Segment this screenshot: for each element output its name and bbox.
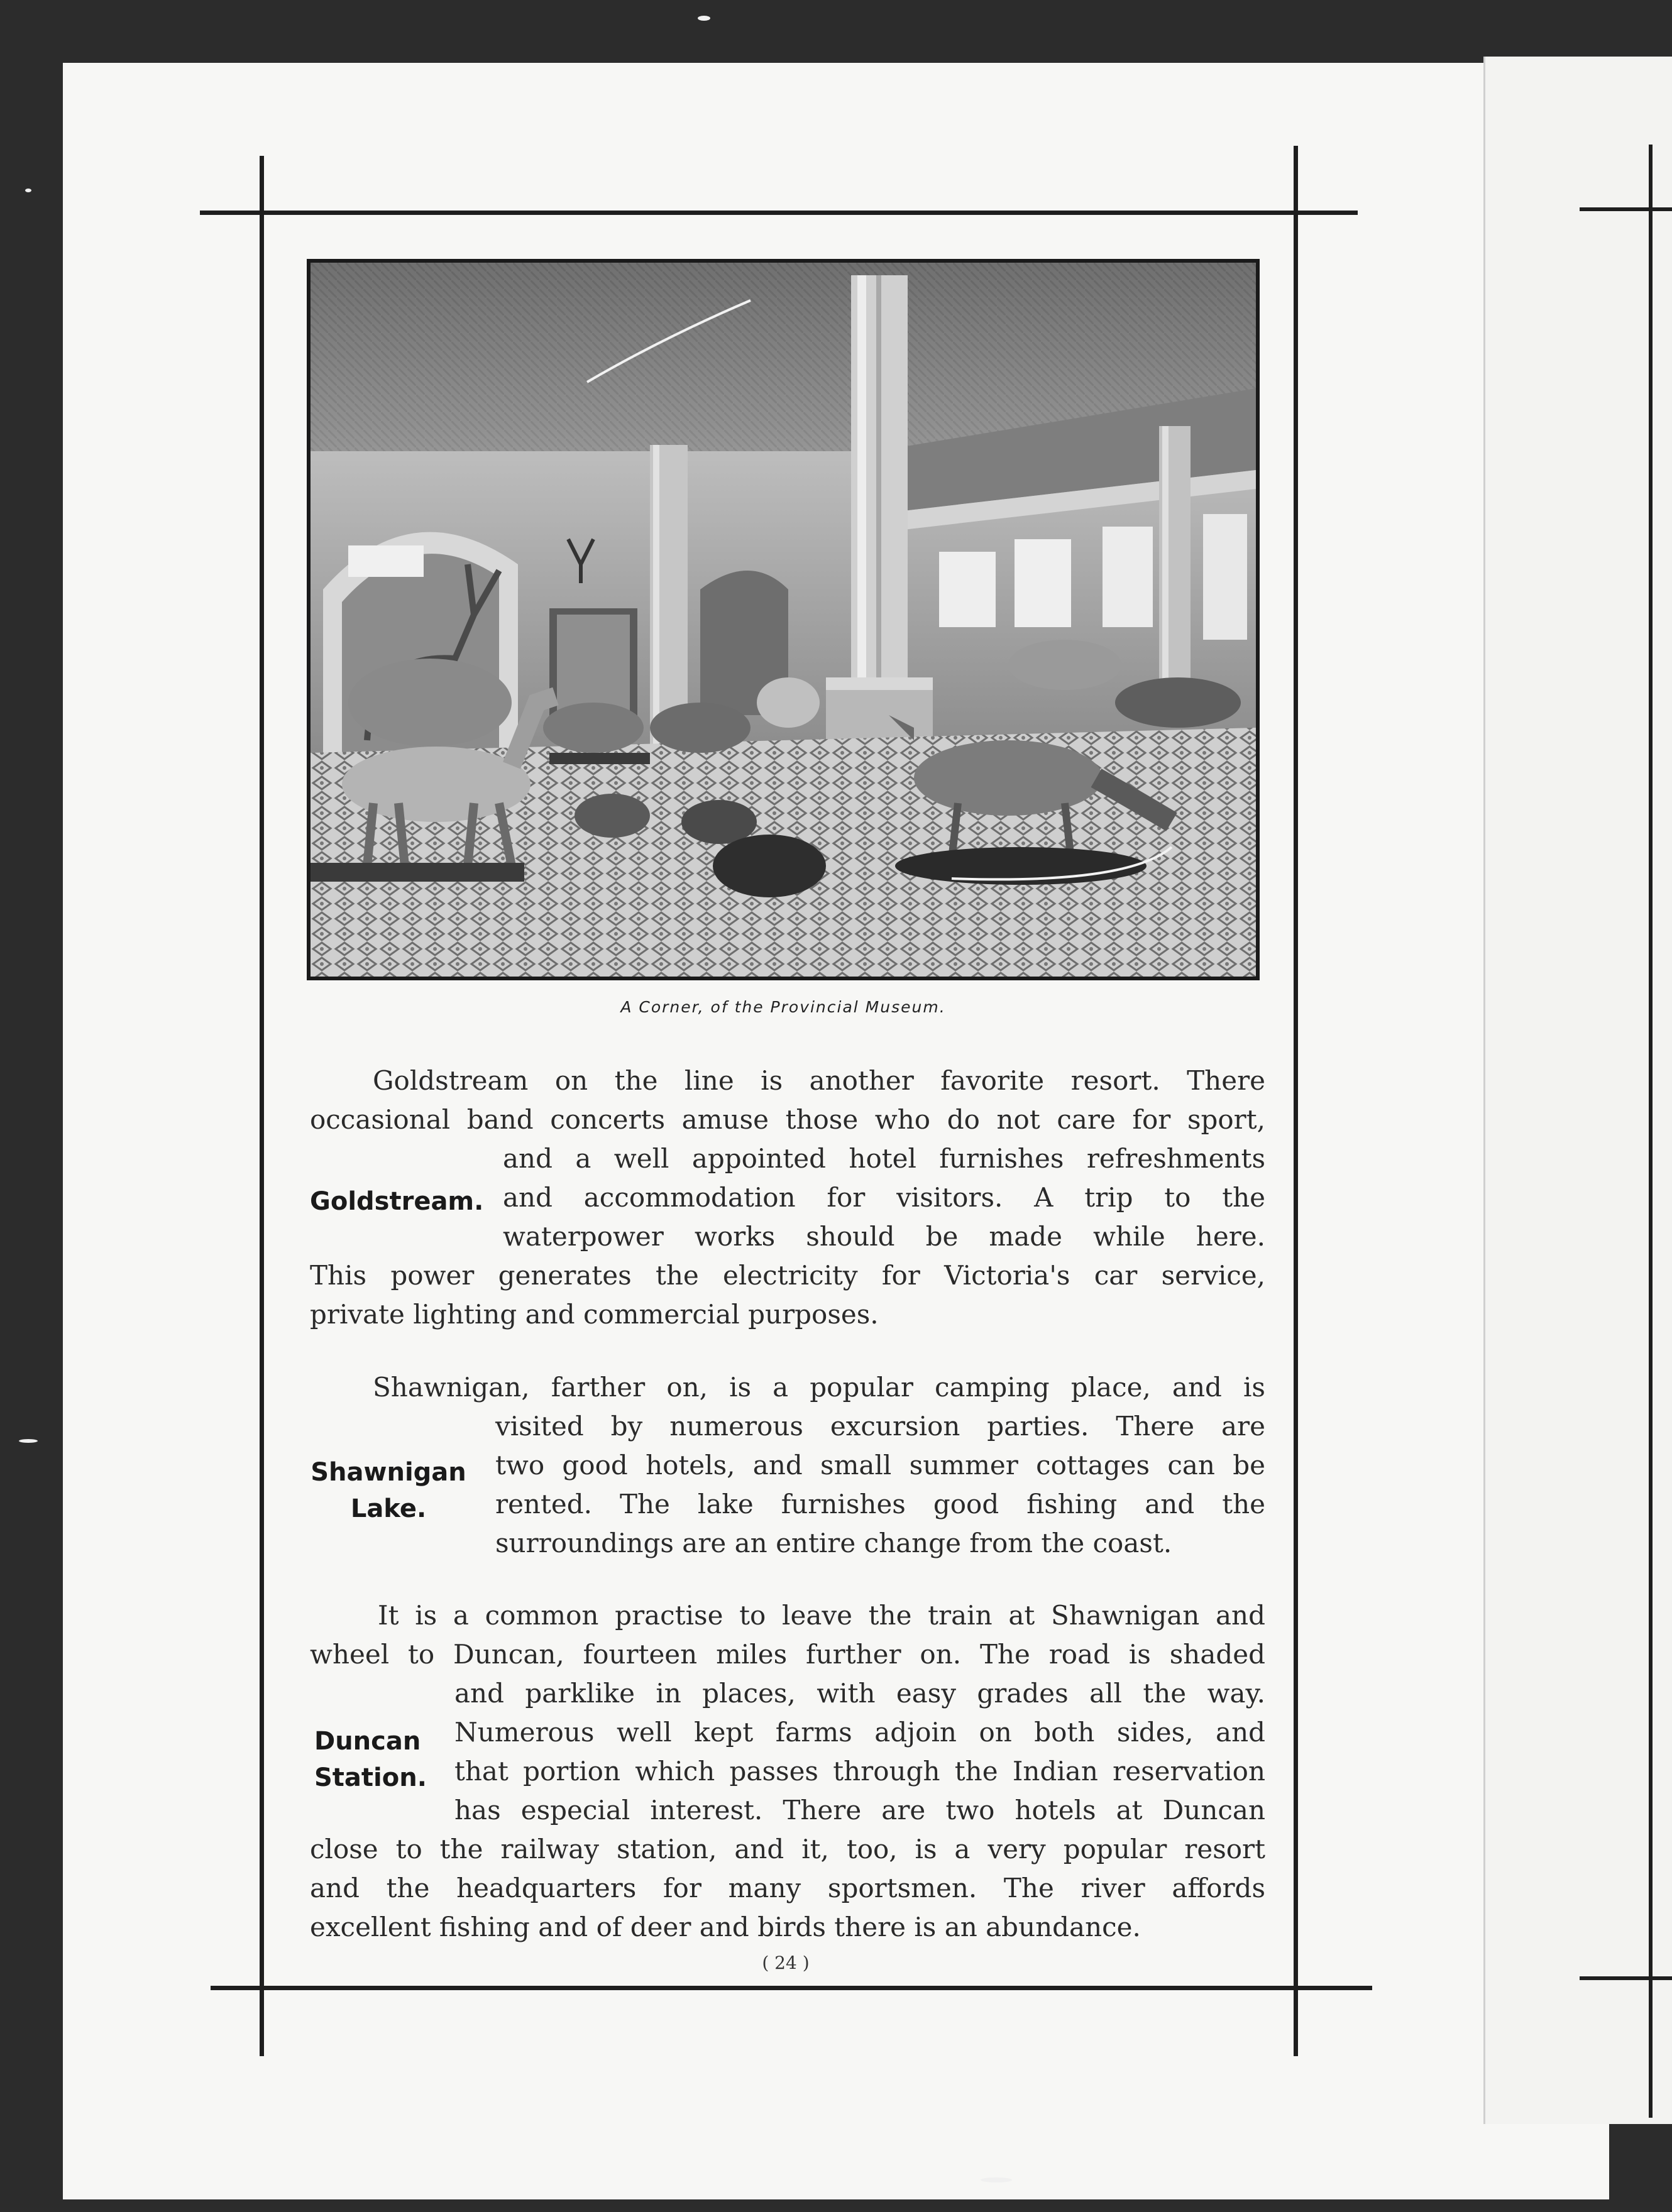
- facing-page-border-vertical: [1649, 145, 1653, 2118]
- scan-speck: [698, 16, 710, 21]
- side-label-goldstream: [310, 1183, 483, 1220]
- facing-page-border-top: [1580, 207, 1672, 211]
- scan-speck: [25, 189, 31, 192]
- text-line: two good hotels, and small summer cottages can be: [495, 1450, 1265, 1481]
- side-label-line: Lake.: [350, 1494, 427, 1523]
- scan-speck: [19, 1439, 38, 1443]
- facing-page-edge: [1483, 57, 1672, 2124]
- text-line: excellent fishing and of deer and birds there is an abundance.: [310, 1912, 1141, 1942]
- side-label-duncan-station: [314, 1723, 427, 1796]
- frame-rule-bottom: [211, 1986, 1372, 1990]
- text-line: close to the railway station, and it, too, is a very popular resort: [310, 1834, 1265, 1864]
- side-label-line: Station.: [314, 1763, 427, 1792]
- text-line: Shawnigan, farther on, is a popular camping place, and is: [373, 1372, 1265, 1403]
- text-line: and a well appointed hotel furnishes refreshments: [503, 1143, 1265, 1174]
- text-line: rented. The lake furnishes good fishing and the: [495, 1489, 1265, 1519]
- side-label-line: Duncan: [314, 1727, 421, 1756]
- text-line: surroundings are an entire change from the coast.: [495, 1528, 1172, 1558]
- paragraph-duncan: [310, 1596, 1265, 1947]
- text-line: and the headquarters for many sportsmen. The river affords: [310, 1873, 1265, 1903]
- text-line: waterpower works should be made while here.: [503, 1221, 1265, 1252]
- text-line: visited by numerous excursion parties. There are: [495, 1411, 1265, 1442]
- museum-interior-image: [311, 263, 1256, 977]
- text-line: Goldstream on the line is another favorite resort. There: [373, 1065, 1265, 1096]
- text-line: occasional band concerts amuse those who do not care for sport,: [310, 1104, 1265, 1135]
- frame-rule-top: [200, 211, 1358, 215]
- side-label-shawnigan-lake: [310, 1454, 467, 1527]
- text-line: wheel to Duncan, fourteen miles further on. The road is shaded: [310, 1639, 1265, 1670]
- photo-caption: A Corner, of the Provincial Museum.: [620, 998, 946, 1016]
- text-line: private lighting and commercial purposes.: [310, 1299, 879, 1330]
- museum-photograph: [307, 259, 1260, 980]
- frame-rule-left: [260, 156, 264, 2056]
- text-line: This power generates the electricity for Victoria's car service,: [310, 1260, 1265, 1291]
- text-line: and parklike in places, with easy grades all the way.: [454, 1678, 1265, 1709]
- text-line: has especial interest. There are two hotels at Duncan: [454, 1795, 1265, 1826]
- frame-rule-right: [1294, 146, 1298, 2056]
- scan-speck: [981, 2177, 1012, 2182]
- text-line: Numerous well kept farms adjoin on both sides, and: [454, 1717, 1265, 1748]
- side-label-line: Goldstream.: [310, 1187, 484, 1216]
- facing-page-border-bottom: [1580, 1976, 1672, 1980]
- text-line: It is a common practise to leave the train at Shawnigan and: [378, 1600, 1265, 1631]
- side-label-line: Shawnigan: [311, 1458, 466, 1487]
- text-line: that portion which passes through the Indian reservation: [454, 1756, 1265, 1787]
- text-line: and accommodation for visitors. A trip to the: [503, 1182, 1265, 1213]
- page-number: ( 24 ): [762, 1952, 810, 1973]
